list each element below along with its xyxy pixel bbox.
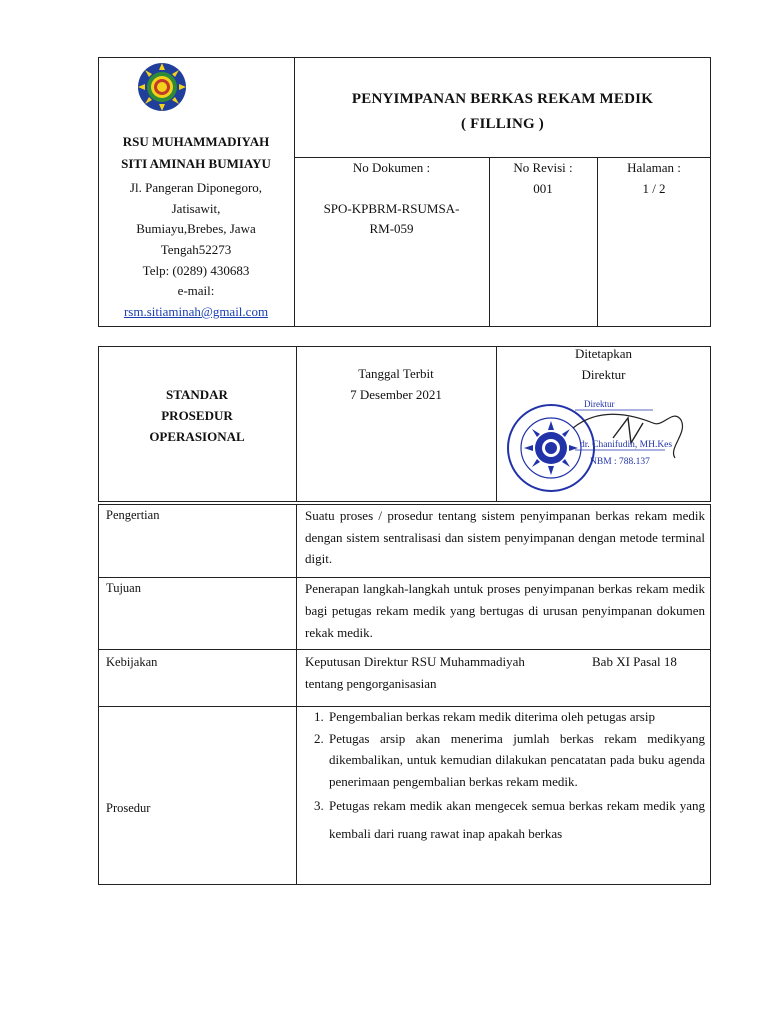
doc-number-label: No Dokumen : — [352, 160, 431, 175]
revision-value: 001 — [533, 181, 553, 196]
sop-title-line3: OPERASIONAL — [149, 429, 245, 444]
sop-title-line1: STANDAR — [166, 387, 228, 402]
hospital-phone: Telp: (0289) 430683 — [142, 263, 250, 278]
tujuan-label: Tujuan — [106, 581, 141, 595]
hospital-address-1: Jl. Pangeran Diponegoro, — [129, 180, 263, 195]
prosedur-step-1: 1. Pengembalian berkas rekam medik diterima oleh petugas arsip — [327, 706, 705, 728]
kebijakan-text-2: Bab XI Pasal 18 — [592, 654, 677, 669]
hospital-address-4: Tengah52273 — [160, 242, 232, 257]
doc-number-line1: SPO-KPBRM-RSUMSA- — [323, 201, 460, 216]
hospital-name-line2: SITI AMINAH BUMIAYU — [121, 156, 271, 171]
page-label: Halaman : — [627, 160, 681, 175]
prosedur-steps — [305, 706, 705, 848]
stamp-header: Direktur — [584, 399, 615, 409]
kebijakan-text-3: tentang pengorganisasian — [305, 676, 437, 691]
pengertian-label: Pengertian — [106, 508, 160, 522]
hospital-address-2: Jatisawit, — [171, 201, 221, 216]
issue-date-label: Tanggal Terbit — [358, 366, 434, 381]
tujuan-text: Penerapan langkah-langkah untuk proses penyimpanan berkas rekam medik bagi petugas rekam medik yang bertugas di urusan penyimpanan dokumen rekak medik. — [305, 581, 705, 640]
approved-label: Ditetapkan — [574, 346, 633, 361]
stamp-nbm: NBM : 788.137 — [590, 457, 650, 467]
hospital-email-label: e-mail: — [177, 283, 215, 298]
kebijakan-text-1: Keputusan Direktur RSU Muhammadiyah — [305, 654, 525, 669]
document-subtitle: ( FILLING ) — [460, 116, 545, 132]
page-value: 1 / 2 — [642, 181, 666, 196]
prosedur-step-3: 3. Petugas rekam medik akan mengecek semua berkas rekam medik yang kembali dari ruang rawat inap apakah berkas — [327, 792, 705, 848]
prosedur-step-2: 2. Petugas arsip akan menerima jumlah berkas rekam medikyang dikembalikan, untuk kemudian dilakukan pencatatan pada buku agenda penerimaan pengembalian berkas rekam medik. — [327, 728, 705, 793]
approver-title: Direktur — [581, 367, 626, 382]
doc-number-line2: RM-059 — [369, 221, 414, 236]
hospital-address-3: Bumiayu,Brebes, Jawa — [136, 221, 256, 236]
stamp-name: dr. Chanifudin, MH.Kes — [580, 440, 673, 450]
revision-label: No Revisi : — [513, 160, 573, 175]
row-divider-2 — [98, 649, 711, 650]
document-title: PENYIMPANAN BERKAS REKAM MEDIK — [351, 91, 654, 107]
hospital-name-line1: RSU MUHAMMADIYAH — [122, 134, 270, 149]
kebijakan-label: Kebijakan — [106, 655, 158, 669]
pengertian-text: Suatu proses / prosedur tentang sistem penyimpanan berkas rekam medik dengan sistem sentralisasi dan sistem penyimpanan dengan metode terminal digit. — [305, 508, 705, 566]
issue-date-value: 7 Desember 2021 — [350, 387, 442, 402]
sop-title-line2: PROSEDUR — [161, 408, 233, 423]
hospital-logo — [130, 62, 194, 112]
content-divider — [296, 504, 297, 885]
hospital-email-link[interactable]: rsm.sitiaminah@gmail.com — [123, 304, 269, 319]
prosedur-label: Prosedur — [106, 801, 151, 815]
